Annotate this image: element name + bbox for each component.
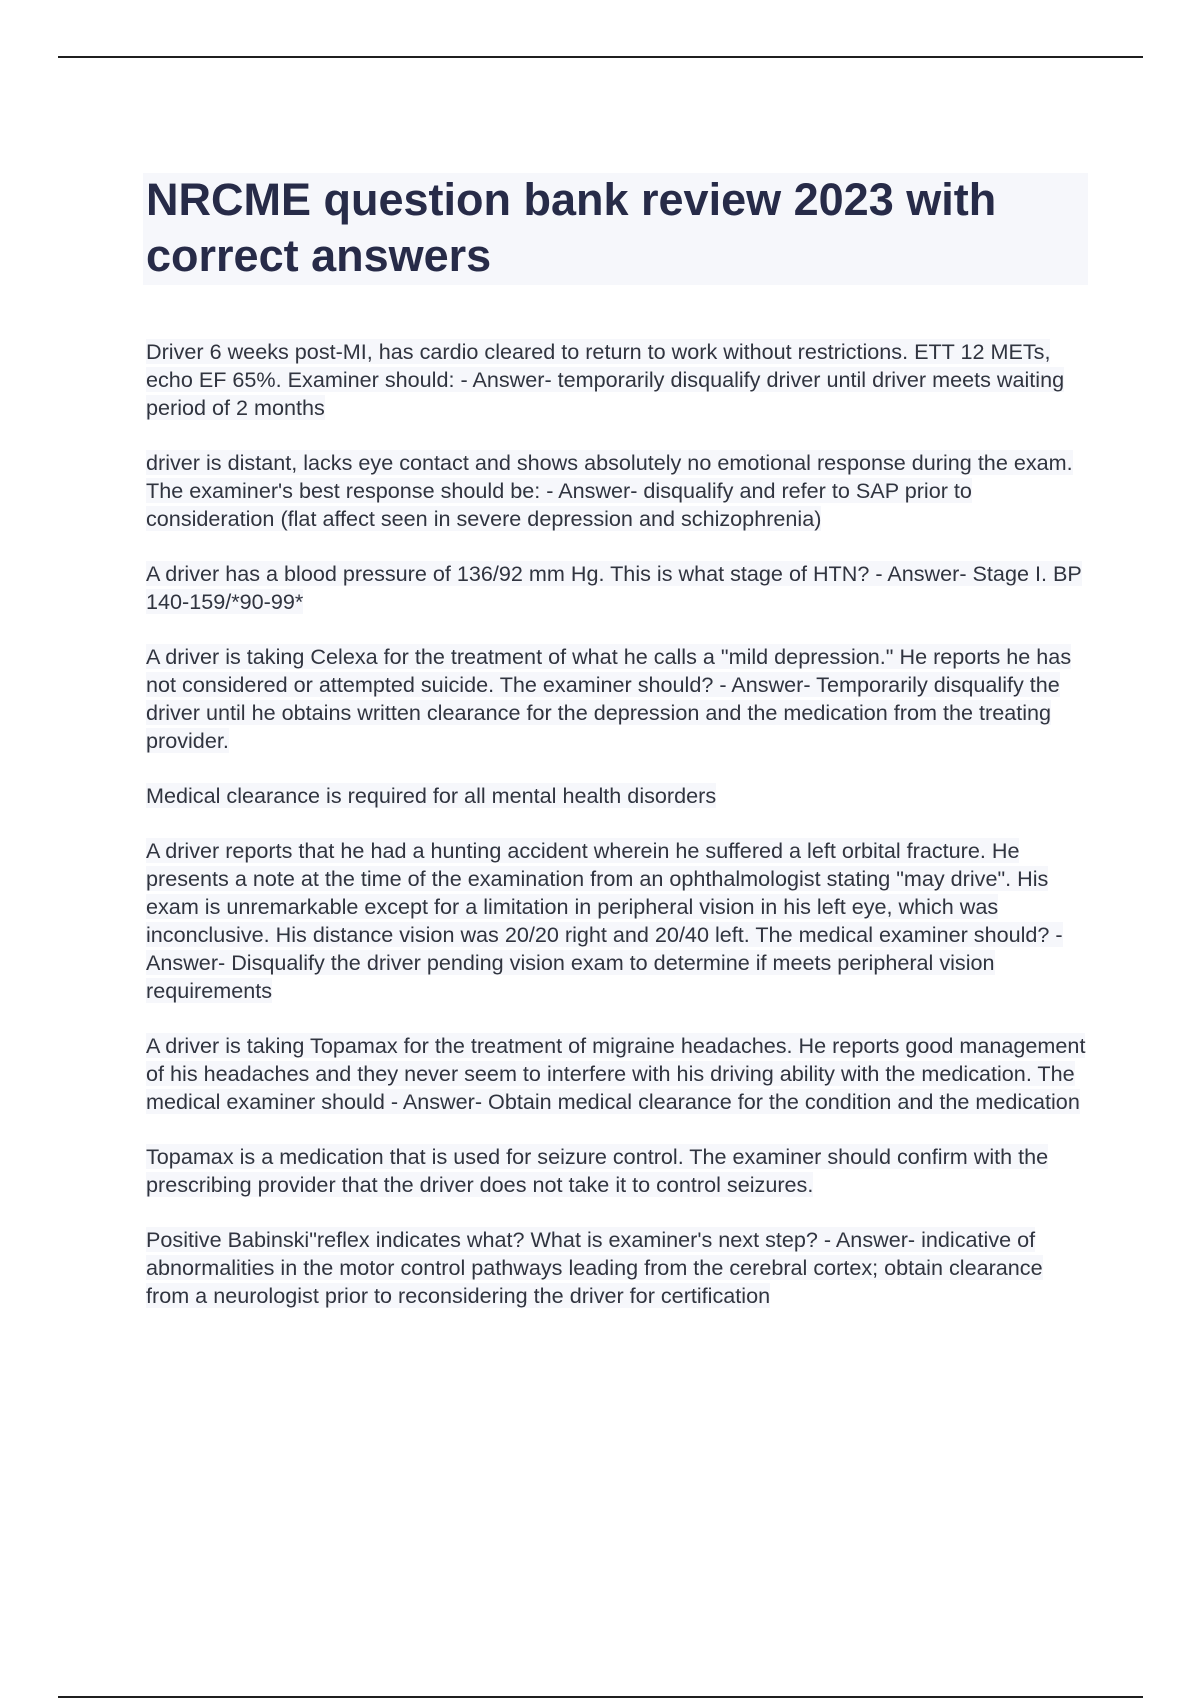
qa-paragraph-2 [146,449,1091,533]
qa-text: A driver is taking Celexa for the treatment of what he calls a "mild depression." He reports he has not considered or attempted suicide. The examiner should? - Answer- Temporarily disqualify the driver until he obtains written clearance for the depression and the medication from the treating provider. [146,644,1072,753]
document-body [146,338,1091,1337]
qa-paragraph-3 [146,560,1091,616]
qa-text: Positive Babinski"reflex indicates what? What is examiner's next step? - Answer- indicative of abnormalities in the motor control pathways leading from the cerebral cortex; obtain clearance from a neurologist prior to reconsidering the driver for certification [146,1227,1043,1308]
qa-text: A driver is taking Topamax for the treatment of migraine headaches. He reports good management of his headaches and they never seem to interfere with his driving ability with the medication. The medical examiner should - Answer- Obtain medical clearance for the condition and the medication [146,1033,1086,1114]
qa-paragraph-6 [146,1032,1091,1116]
qa-text: driver is distant, lacks eye contact and shows absolutely no emotional response during the exam. The examiner's best response should be: - Answer- disqualify and refer to SAP prior to consideration (flat affect seen in severe depression and schizophrenia) [146,450,1073,531]
document-title: NRCME question bank review 2023 with correct answers [146,174,997,281]
qa-text: A driver reports that he had a hunting accident wherein he suffered a left orbital fracture. He presents a note at the time of the examination from an ophthalmologist stating "may drive". His exam is unremarkable except for a limitation in peripheral vision in his left eye, which was inconclusive. His distance vision was 20/20 right and 20/40 left. The medical examiner should? - Answer- Disqualify the driver pending vision exam to determine if meets peripheral vision requirements [146,838,1063,1003]
top-divider [58,56,1143,58]
note-text: Topamax is a medication that is used for seizure control. The examiner should confirm with the prescribing provider that the driver does not take it to control seizures. [146,1144,1049,1197]
note-paragraph-1 [146,782,1091,810]
qa-text: A driver has a blood pressure of 136/92 mm Hg. This is what stage of HTN? - Answer- Stage I. BP 140-159/*90-99* [146,561,1082,614]
note-text: Medical clearance is required for all mental health disorders [146,783,717,808]
bottom-divider [58,1696,1143,1698]
qa-paragraph-1 [146,338,1091,422]
qa-paragraph-4 [146,643,1091,755]
note-paragraph-2 [146,1143,1091,1199]
qa-text: Driver 6 weeks post-MI, has cardio cleared to return to work without restrictions. ETT 12 METs, echo EF 65%. Examiner should: - Answer- temporarily disqualify driver until driver meets waiting period of 2 months [146,339,1065,420]
qa-paragraph-5 [146,837,1091,1005]
qa-paragraph-7 [146,1226,1091,1310]
